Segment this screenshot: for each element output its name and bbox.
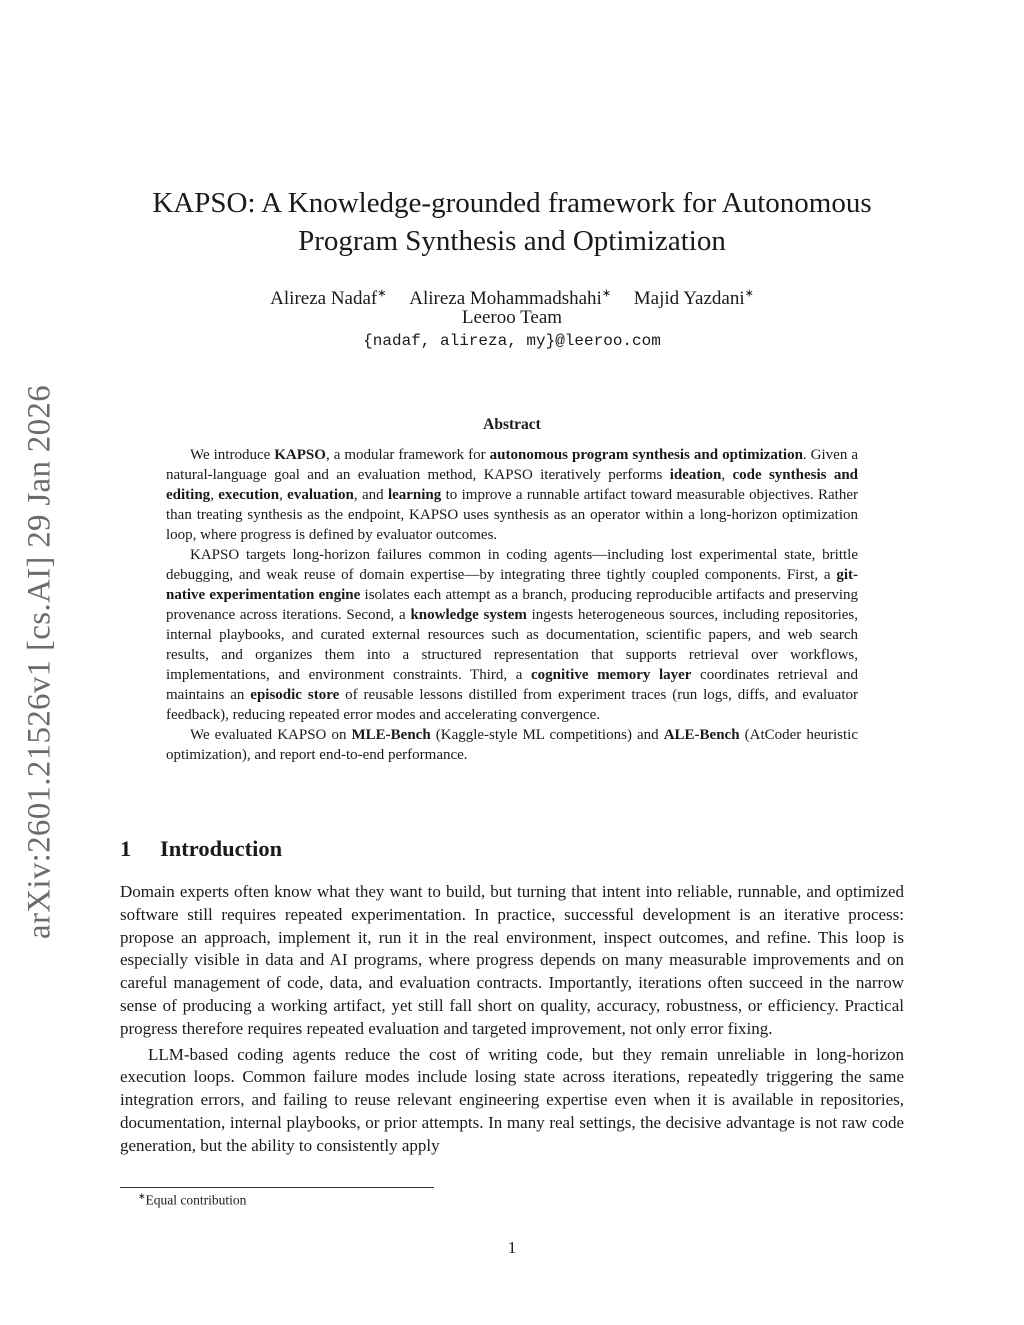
abstract-text: , a modular framework for: [325, 447, 490, 463]
abstract-bold-term: evaluation: [287, 487, 354, 503]
title-line-2: Program Synthesis and Optimization: [298, 225, 726, 257]
author-name: Alireza Nadaf: [270, 288, 378, 310]
abstract-text: . Given a natural-language goal and an evaluation method, KAPSO iteratively performs: [166, 447, 858, 483]
intro-paragraph-2: LLM-based coding agents reduce the cost of writing code, but they remain unreliable in long-horizon execution loops. Common failure modes include losing state across iterations, repeatedly triggering the same integration errors, and failing to reuse relevant engineering expertise even when it is available in repositories, documentation, internal playbooks, or prior attempts. In many real settings, the decisive advantage is not raw code generation, but the ability to consistently apply: [120, 1044, 904, 1155]
abstract-bold-term: ALE-Bench: [663, 727, 740, 743]
abstract-text: We introduce: [190, 447, 275, 463]
introduction-body: [120, 881, 904, 1158]
footnote: [138, 1191, 246, 1209]
abstract-bold-term: knowledge system: [410, 607, 527, 623]
abstract-text: ,: [721, 467, 733, 483]
abstract-bold-term: MLE-Bench: [351, 727, 431, 743]
abstract-text: ingests heterogeneous sources, including repositories, internal playbooks, and curated external resources such as documentation, scientific papers, and web search results, and organizes them into a structured representation that supports retrieval over workflows, implementations, and environment constraints. Third, a: [166, 607, 858, 683]
abstract-text: (AtCoder heuristic optimization), and report end-to-end performance.: [166, 727, 858, 763]
abstract-text: isolates each attempt as a branch, producing reproducible artifacts and preserving provenance across iterations. Second, a: [166, 587, 858, 623]
author-mark: ∗: [744, 288, 754, 300]
abstract-text: coordinates retrieval and maintains an: [166, 667, 859, 703]
author-mark: ∗: [601, 288, 612, 300]
page-number: 1: [507, 1238, 517, 1257]
abstract-bold-term: cognitive memory layer: [530, 667, 692, 683]
abstract-body: [166, 445, 858, 765]
abstract-text: KAPSO targets long-horizon failures common in coding agents—including lost experimental state, brittle debugging, and weak reuse of domain expertise—by integrating three tightly coupled components. First, a: [166, 547, 858, 583]
section-heading-introduction: [120, 836, 282, 862]
abstract-bold-term: git-native experimentation engine: [166, 567, 858, 603]
abstract-bold-term: code synthesis and editing: [166, 467, 858, 503]
abstract-text: ,: [279, 487, 288, 503]
author-mark: ∗: [377, 288, 387, 300]
abstract-text: ,: [210, 487, 219, 503]
abstract-bold-term: autonomous program synthesis and optimization: [489, 447, 803, 463]
author-email: {nadaf, alireza, my}@leeroo.com: [363, 332, 661, 350]
abstract-paragraph-2: [166, 545, 858, 725]
footnote-mark: ∗: [138, 1191, 146, 1201]
abstract-paragraph-3: [166, 725, 858, 765]
abstract-bold-term: execution: [218, 487, 280, 503]
abstract-bold-term: episodic store: [250, 687, 340, 703]
footnote-text: Equal contribution: [145, 1192, 247, 1208]
affiliation: Leeroo Team: [461, 307, 563, 328]
abstract-text: We evaluated KAPSO on: [190, 727, 352, 743]
paper-title: [112, 184, 912, 260]
abstract-text: , and: [353, 487, 388, 503]
intro-paragraph-1: Domain experts often know what they want to build, but turning that intent into reliable, runnable, and optimized software still requires repeated experimentation. In practice, successful development is an iterative process: propose an approach, implement it, run it in the real environment, inspect outcomes, and refine. This loop is especially visible in data and AI programs, where progress depends on many measurable improvements and on careful management of code, data, and evaluation contracts. Importantly, iterations often succeed in the narrow sense of producing a working artifact, yet still fall short on quality, accuracy, robustness, or efficiency. Practical progress therefore requires repeated evaluation and targeted improvement, not only error fixing.: [120, 882, 904, 1038]
abstract-bold-term: learning: [387, 487, 442, 503]
author-name: Alireza Mohammadshahi: [409, 288, 602, 310]
section-number: 1: [120, 836, 132, 861]
abstract-paragraph-1: [166, 445, 858, 545]
abstract-heading: Abstract: [483, 416, 541, 433]
abstract-bold-term: KAPSO: [274, 447, 326, 463]
footnote-divider: [120, 1187, 434, 1188]
abstract-bold-term: ideation: [669, 467, 722, 483]
abstract-text: to improve a runnable artifact toward measurable objectives. Rather than treating synthesis as the endpoint, KAPSO uses synthesis as an operator within a long-horizon optimization loop, where progress is defined by evaluator outcomes.: [166, 487, 858, 543]
arxiv-identifier-stamp: arXiv:2601.21526v1 [cs.AI] 29 Jan 2026: [21, 385, 58, 939]
section-title: Introduction: [160, 836, 283, 861]
title-line-1: KAPSO: A Knowledge-grounded framework for Autonomous: [152, 187, 872, 219]
author-name: Majid Yazdani: [633, 288, 745, 310]
abstract-text: (Kaggle-style ML competitions) and: [430, 727, 664, 743]
abstract-text: of reusable lessons distilled from experiment traces (run logs, diffs, and evaluator feedback), reducing repeated error modes and accelerating convergence.: [166, 687, 858, 723]
